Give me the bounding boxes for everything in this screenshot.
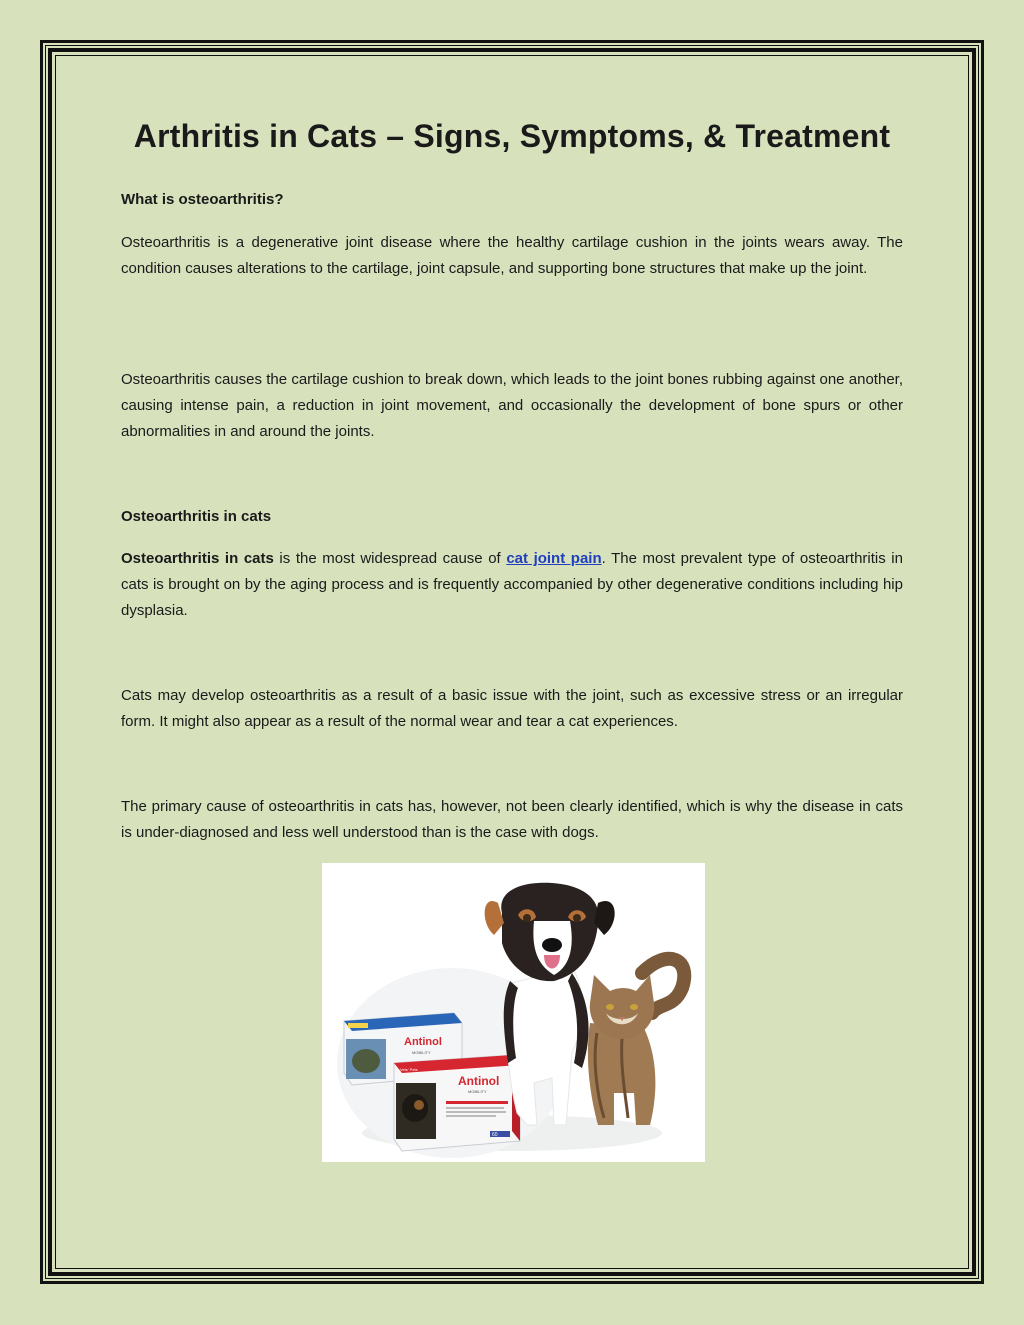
- box-front-tag: Vets' Pets: [400, 1067, 418, 1072]
- product-photo-svg: [322, 863, 705, 1162]
- page-title: Arthritis in Cats – Signs, Symptoms, & Treatment: [133, 118, 891, 154]
- paragraph: The primary cause of osteoarthritis in cats has, however, not been clearly identified, which is why the disease in cats is under-diagnosed and less well understood than is the case with dogs.: [121, 798, 903, 841]
- product-box-front: [394, 1055, 520, 1151]
- paragraph: Osteoarthritis causes the cartilage cushion to break down, which leads to the joint bones rubbing against one another, causing intense pain, a reduction in joint movement, and occasionally the development of bone spurs or other abnormalities in and around the joints.: [121, 371, 903, 440]
- section-heading-what-is: What is osteoarthritis?: [121, 191, 284, 208]
- paragraph-block: [121, 230, 903, 282]
- cat-joint-pain-link[interactable]: cat joint pain: [506, 550, 602, 567]
- section-heading: [121, 191, 903, 208]
- paragraph: Cats may develop osteoarthritis as a result of a basic issue with the joint, such as excessive stress or an irregular form. It might also appear as a result of the normal wear and tear a cat experiences.: [121, 687, 903, 730]
- paragraph-intro: [121, 546, 903, 624]
- section-heading: [121, 508, 903, 525]
- box-back-brand-text: Antinol: [404, 1036, 442, 1048]
- paragraph: Osteoarthritis is a degenerative joint disease where the healthy cartilage cushion in the joints wears away. The condition causes alterations to the cartilage, joint capsule, and supporting bone structures that make up the joint.: [121, 234, 903, 277]
- paragraph-text: . The most prevalent type of osteoarthritis in cats is brought on by the aging process and is frequently accompanied by other degenerative conditions including hip dysplasia.: [121, 550, 903, 619]
- box-front-brand-text: Antinol: [458, 1074, 500, 1088]
- paragraph-block: [121, 683, 903, 735]
- paragraph-text: is the most widespread cause of: [273, 550, 507, 567]
- product-photo: [322, 863, 705, 1162]
- cat: [588, 959, 684, 1125]
- paragraph-block: [121, 367, 903, 445]
- paragraph-block: [121, 546, 903, 624]
- box-count: 60: [492, 1132, 498, 1138]
- section-heading-osteoarthritis-in-cats: Osteoarthritis in cats: [121, 508, 272, 525]
- box-front-subtext: MOBILITY: [468, 1089, 487, 1094]
- bold-lead-text: Osteoarthritis in cats: [121, 550, 274, 567]
- paragraph-block: [121, 794, 903, 846]
- box-back-subtext: MOBILITY: [412, 1050, 431, 1055]
